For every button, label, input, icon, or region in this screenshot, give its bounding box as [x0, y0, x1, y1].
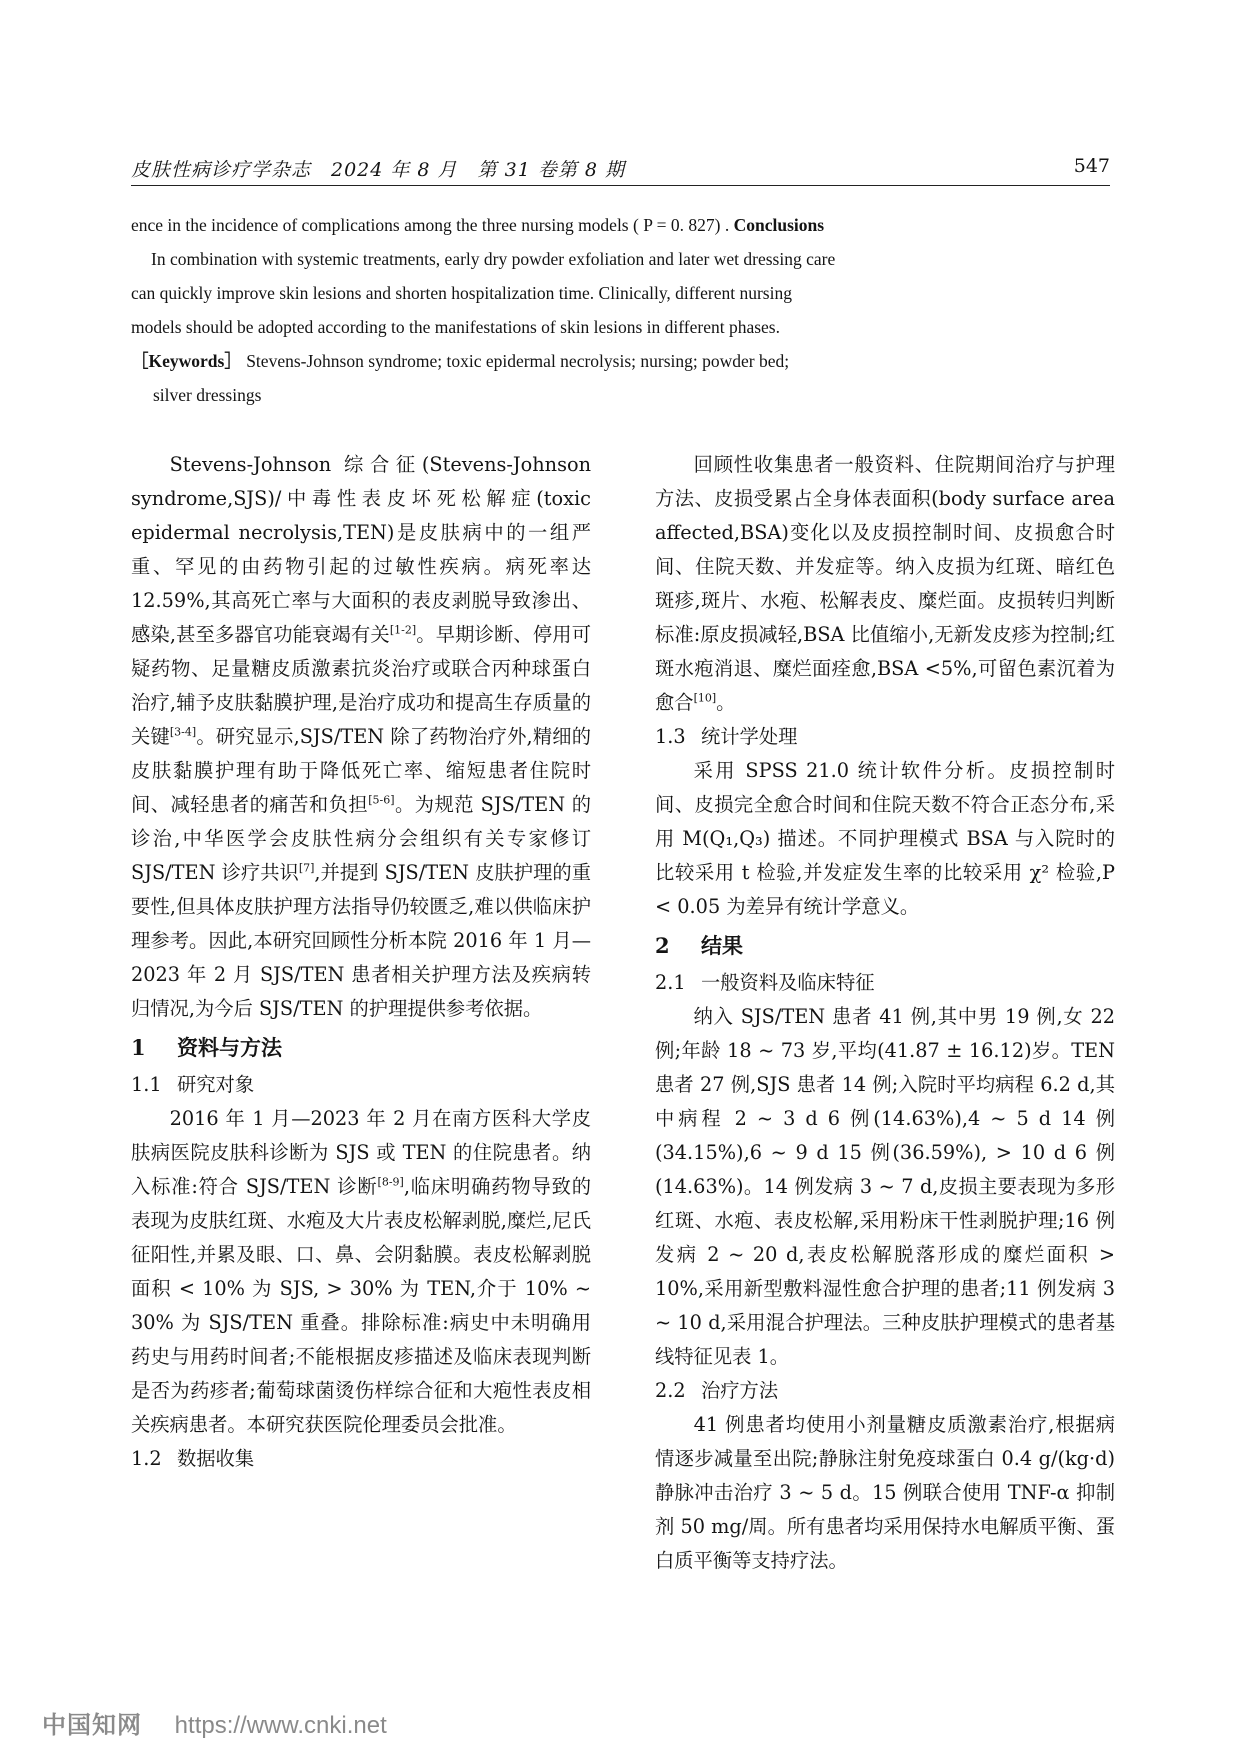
- english-abstract: [131, 208, 991, 412]
- subsection-heading: [655, 720, 1115, 754]
- section-heading: [131, 1030, 591, 1066]
- citation: [3-4]: [169, 725, 197, 739]
- subsection-title: 一般资料及临床特征: [701, 971, 875, 994]
- subsection-number: 1.1: [131, 1073, 162, 1096]
- section-heading: [655, 928, 1115, 964]
- section-title: 结果: [701, 933, 743, 958]
- journal-title: 皮肤性病诊疗学杂志 2024 年 8 月 第 31 卷第 8 期: [131, 159, 625, 181]
- intro-text: 。为规范 SJS/TEN 的诊治,中华医学会皮肤性病分会组织有关专家修订 SJS/TEN 诊疗共识: [131, 793, 591, 884]
- subsection-title: 数据收集: [177, 1447, 255, 1470]
- abstract-line: [131, 208, 991, 242]
- subsection-title: 治疗方法: [701, 1379, 779, 1402]
- running-header: [131, 155, 1110, 186]
- subsection-heading: [655, 1374, 1115, 1408]
- intro-text: 。早期诊断、停用可疑药物、足量糖皮质激素抗炎治疗或联合丙种球蛋白治疗,辅予皮肤黏膜护理,是治疗成功和提高生存质量的关键: [131, 623, 591, 748]
- body-paragraph: 纳入 SJS/TEN 患者 41 例,其中男 19 例,女 22 例;年龄 18 ~ 73 岁,平均(41.87 ± 16.12)岁。TEN 患者 27 例,SJS 患者 14 例;入院时平均病程 6.2 d,其中病程 2 ~ 3 d 6 例(14.63%),4 ~ 5 d 14 例(34.15%),6 ~ 9 d 15 例(36.59%), > 10 d 6 例(14.63%)。14 例发病 3 ~ 7 d,皮损主要表现为多形红斑、水疱、表皮松解,采用粉床干性剥脱护理;16 例发病 2 ~ 20 d,表皮松解脱落形成的糜烂面积 > 10%,采用新型敷料湿性愈合护理的患者;11 例发病 3 ~ 10 d,采用混合护理法。三种皮肤护理模式的患者基线特征见表 1。: [655, 1005, 1115, 1368]
- keywords-line: [131, 344, 991, 378]
- citation: [5-6]: [368, 793, 395, 807]
- body-paragraph: [131, 1102, 591, 1442]
- intro-text: ,并提到 SJS/TEN 皮肤护理的重要性,但具体皮肤护理方法指导仍较匮乏,难以供临床护理参考。因此,本研究回顾性分析本院 2016 年 1 月—2023 年 2 月 SJS/TEN 患者相关护理方法及疾病转归情况,为今后 SJS/TEN 的护理提供参考依据。: [131, 861, 591, 1020]
- paragraph-text: 。: [716, 691, 736, 714]
- watermark-footer: [42, 1705, 387, 1740]
- subsection-title: 研究对象: [177, 1073, 255, 1096]
- keywords-line: silver dressings: [153, 385, 262, 405]
- right-column: [655, 448, 1115, 1578]
- citation: [7]: [298, 861, 315, 875]
- citation: [1-2]: [389, 623, 417, 637]
- citation: [10]: [693, 691, 717, 705]
- paragraph-text: 回顾性收集患者一般资料、住院期间治疗与护理方法、皮损受累占全身体表面积(body surface area affected,BSA)变化以及皮损控制时间、皮损愈合时间、住院天数、并发症等。纳入皮损为红斑、暗红色斑疹,斑片、水疱、松解表皮、糜烂面。皮损转归判断标准:原皮损减轻,BSA 比值缩小,无新发皮疹为控制;红斑水疱消退、糜烂面痊愈,BSA <5%,可留色素沉着为愈合: [655, 453, 1115, 714]
- body-paragraph: 采用 SPSS 21.0 统计软件分析。皮损控制时间、皮损完全愈合时间和住院天数不符合正态分布,采用 M(Q₁,Q₃) 描述。不同护理模式 BSA 与入院时的比较采用 t 检验,并发症发生率的比较采用 χ² 检验,P < 0.05 为差异有统计学意义。: [655, 759, 1115, 918]
- abstract-line: can quickly improve skin lesions and shorten hospitalization time. Clinically, different nursing: [131, 283, 792, 303]
- subsection-title: 统计学处理: [701, 725, 798, 748]
- subsection-heading: [131, 1442, 591, 1476]
- conclusions-label: Conclusions: [733, 215, 825, 235]
- section-number: 2: [655, 933, 670, 958]
- subsection-number: 2.2: [655, 1379, 686, 1402]
- subsection-heading: [131, 1068, 591, 1102]
- abstract-line: In combination with systemic treatments, early dry powder exfoliation and later wet dressing care: [151, 249, 836, 269]
- intro-paragraph: [131, 448, 591, 1026]
- cnki-logo: 中国知网: [42, 1712, 142, 1739]
- subsection-number: 1.3: [655, 725, 686, 748]
- body-paragraph: 41 例患者均使用小剂量糖皮质激素治疗,根据病情逐步减量至出院;静脉注射免疫球蛋白 0.4 g/(kg·d)静脉冲击治疗 3 ~ 5 d。15 例联合使用 TNF-α 抑制剂 50 mg/周。所有患者均采用保持水电解质平衡、蛋白质平衡等支持疗法。: [655, 1413, 1115, 1572]
- keywords-text: Stevens-Johnson syndrome; toxic epidermal necrolysis; nursing; powder bed;: [246, 351, 790, 371]
- intro-text: 。研究显示,SJS/TEN 除了药物治疗外,精细的皮肤黏膜护理有助于降低死亡率、缩短患者住院时间、减轻患者的痛苦和负担: [131, 725, 591, 816]
- subsection-heading: [655, 966, 1115, 1000]
- intro-text: Stevens-Johnson 综合征(Stevens-Johnson syndrome,SJS)/中毒性表皮坏死松解症(toxic epidermal necrolysis,TEN)是皮肤病中的一组严重、罕见的由药物引起的过敏性疾病。病死率达 12.59%,其高死亡率与大面积的表皮剥脱导致渗出、感染,甚至多器官功能衰竭有关: [131, 453, 591, 646]
- body-paragraph: [655, 448, 1115, 720]
- subsection-number: 2.1: [655, 971, 686, 994]
- cnki-url[interactable]: https://www.cnki.net: [174, 1712, 387, 1739]
- left-column: [131, 448, 591, 1476]
- paragraph-text: 2016 年 1 月—2023 年 2 月在南方医科大学皮肤病医院皮肤科诊断为 SJS 或 TEN 的住院患者。纳入标准:符合 SJS/TEN 诊断: [131, 1107, 591, 1198]
- abstract-line: models should be adopted according to the manifestations of skin lesions in different phases.: [131, 317, 780, 337]
- abstract-text: ence in the incidence of complications among the three nursing models ( P = 0. 827) .: [131, 215, 730, 235]
- section-title: 资料与方法: [177, 1035, 282, 1060]
- keywords-label: ［Keywords］: [131, 351, 242, 371]
- subsection-number: 1.2: [131, 1447, 162, 1470]
- citation: [8-9]: [377, 1175, 404, 1189]
- page-number: 547: [1073, 155, 1110, 177]
- section-number: 1: [131, 1035, 146, 1060]
- paragraph-text: ,临床明确药物导致的表现为皮肤红斑、水疱及大片表皮松解剥脱,糜烂,尼氏征阳性,并累及眼、口、鼻、会阴黏膜。表皮松解剥脱面积 < 10% 为 SJS, > 30% 为 TEN,介于 10% ~ 30% 为 SJS/TEN 重叠。排除标准:病史中未明确用药史与用药时间者;不能根据皮疹描述及临床表现判断是否为药疹者;葡萄球菌烫伤样综合征和大疱性表皮相关疾病患者。本研究获医院伦理委员会批准。: [131, 1175, 591, 1436]
